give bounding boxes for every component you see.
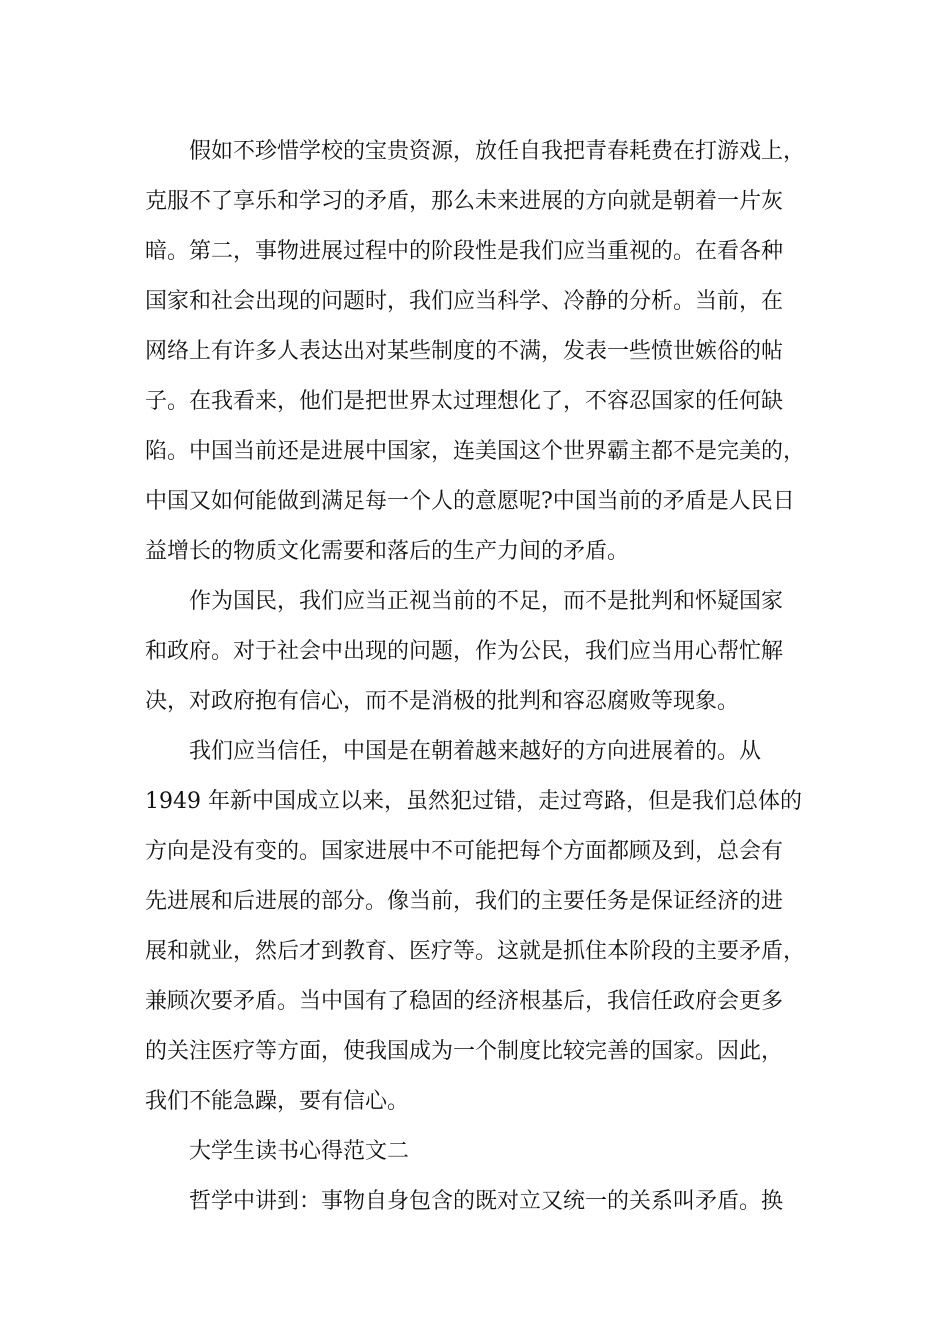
- text-line: 决，对政府抱有信心，而不是消极的批判和容忍腐败等现象。: [145, 689, 740, 714]
- text-line: 作为国民，我们应当正视当前的不足，而不是批判和怀疑国家: [189, 589, 784, 614]
- paragraph-1: [145, 127, 825, 577]
- text-line: 克服不了享乐和学习的矛盾，那么未来进展的方向就是朝着一片灰: [145, 189, 784, 214]
- paragraph-2: [145, 577, 825, 727]
- text-line: 1949 年新中国成立以来，虽然犯过错，走过弯路，但是我们总体的: [145, 789, 802, 814]
- text-line: 网络上有许多人表达出对某些制度的不满，发表一些愤世嫉俗的帖: [145, 339, 784, 364]
- text-line: 暗。第二，事物进展过程中的阶段性是我们应当重视的。在看各种: [145, 239, 784, 264]
- text-line: 陷。中国当前还是进展中国家，连美国这个世界霸主都不是完美的，: [145, 439, 806, 464]
- text-line: 和政府。对于社会中出现的问题，作为公民，我们应当用心帮忙解: [145, 639, 784, 664]
- paragraph-4: [145, 1177, 825, 1227]
- text-line: 子。在我看来，他们是把世界太过理想化了，不容忍国家的任何缺: [145, 389, 784, 414]
- section-heading: [145, 1127, 825, 1177]
- text-line: 国家和社会出现的问题时，我们应当科学、冷静的分析。当前，在: [145, 289, 784, 314]
- text-line: 展和就业，然后才到教育、医疗等。这就是抓住本阶段的主要矛盾，: [145, 939, 806, 964]
- text-line: 我们应当信任，中国是在朝着越来越好的方向进展着的。从: [189, 739, 762, 764]
- text-line: 益增长的物质文化需要和落后的生产力间的矛盾。: [145, 539, 630, 564]
- paragraph-3: [145, 727, 825, 1127]
- heading-text: 大学生读书心得范文二: [189, 1139, 410, 1164]
- text-line: 方向是没有变的。国家进展中不可能把每个方面都顾及到，总会有: [145, 839, 784, 864]
- text-line: 我们不能急躁，要有信心。: [145, 1089, 410, 1114]
- text-line: 假如不珍惜学校的宝贵资源，放任自我把青春耗费在打游戏上，: [189, 139, 806, 164]
- text-line: 兼顾次要矛盾。当中国有了稳固的经济根基后，我信任政府会更多: [145, 989, 784, 1014]
- text-line: 的关注医疗等方面，使我国成为一个制度比较完善的国家。因此，: [145, 1039, 784, 1064]
- text-line: 哲学中讲到：事物自身包含的既对立又统一的关系叫矛盾。换: [189, 1189, 784, 1214]
- text-line: 中国又如何能做到满足每一个人的意愿呢?中国当前的矛盾是人民日: [145, 489, 795, 514]
- text-line: 先进展和后进展的部分。像当前，我们的主要任务是保证经济的进: [145, 889, 784, 914]
